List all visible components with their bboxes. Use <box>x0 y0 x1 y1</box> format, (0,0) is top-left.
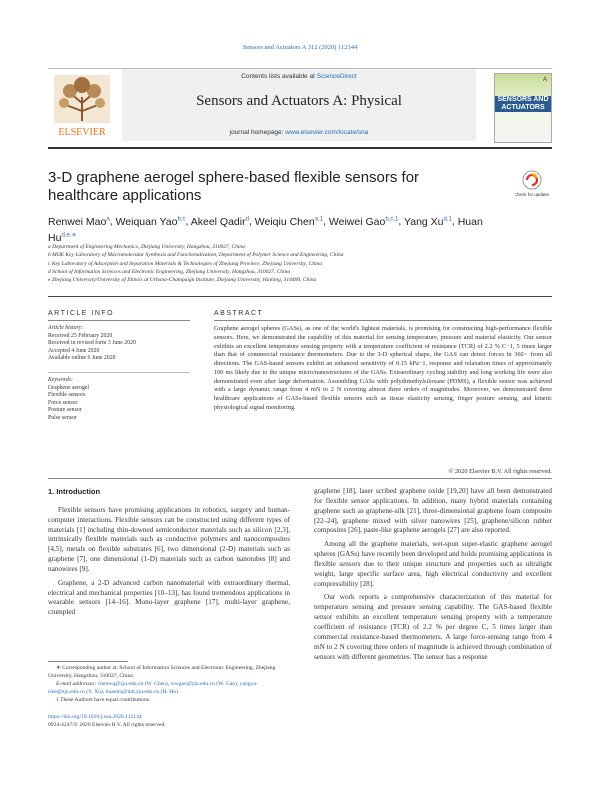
keyword: Posture sensor <box>48 407 82 414</box>
publisher-logo-text: ELSEVIER <box>58 127 106 138</box>
author-list: Renwei Mao$^a$, Weiquan Yao$^{b,c}$, Akeel Qadir$^d$, Weiqiu Chen$^{a,1}$, Weiwei Gao$^{b,c,1}$, Yang Xu$^{d,1}$, Huan $Hu^{d,e,∗}$ <box>48 215 483 244</box>
author[interactable]: Weiquan Yao$^{b,c}$ <box>115 215 186 228</box>
author[interactable]: Huan $Hu^{d,e,∗}$ <box>48 215 483 244</box>
check-updates-icon <box>515 168 549 202</box>
section-heading: 1. Introduction <box>48 487 101 496</box>
history-label: Article history: <box>48 325 84 331</box>
author[interactable]: Weiqiu Chen$^{a,1}$ <box>254 215 324 228</box>
body-left-column <box>48 487 290 618</box>
check-for-updates-badge[interactable] <box>515 168 549 202</box>
journal-title: Sensors and Actuators A: Physical <box>196 93 402 109</box>
affiliation: a Department of Engineering Mechanics, Zhejiang University, Hangzhou, 310027, China <box>48 244 245 250</box>
doi-block <box>48 713 166 729</box>
article-info-heading: ARTICLE INFO <box>48 310 115 317</box>
journal-homepage <box>122 129 476 136</box>
paragraph: Graphene, a 2-D advanced carbon nanomaterial with extraordinary thermal, electrical and mechanical properties [10–13], has found tremendous applications in wearable sensors [14–16]. Mono-layer graphene [17], multi-layer graphene, crumpled <box>48 578 290 617</box>
issn-line: 0924-4247/© 2020 Elsevier B.V. All rights reserved. <box>48 722 166 728</box>
keyword: Graphene aerogel <box>48 384 90 391</box>
author[interactable]: Yang Xu$^{d,1}$ <box>404 215 452 228</box>
abstract-text: Graphene aerogel spheres (GASs), as one of the world's lightest materials, is promising for constructing high-performance flexible sensors. Here, we demonstrated the capability of this material for sensing temperature, pressure and material elasticity. Our sensor exhibits an excellent temperature sensing property with a temperature coefficient of resistance (TCR) of 2.2 % C−1, 5 times larger than that of commercial resistance thermometers. Due to the 3-D spherical shape, the GAS can detect forces in 360◦ from all directions. The GAS-based sensors exhibit an enhanced sensitivity of 0.15 kPa−1, response and relaxation times of approximately 100 ms likely due to the unique micro/nanostructures of the GASs. Extraordinary cycling stability and long working life were also demonstrated even after large deformation. Assembling GASs with polydimethylsiloxane (PDMS), a flexible sensor was achieved with a large dynamic range from 4 mN to 2 N covering almost three orders of magnitudes. Moreover, we demonstrated three healthcare applications of GASs-based flexible sensors such as tissue elasticity sensing, finger posture sensing, and kinetic physiological signal monitoring. <box>214 325 552 411</box>
paragraph: Flexible sensors have promising applications in robotics, surgery and human-computer interactions. Flexible sensors can be constructed using different types of materials [1] including thin-downed semiconductor materials such as silicon [2,3], intrinsically flexible materials such as conductive polymers and nanocomposites [4,5], metals on flexible substrates [6], two dimensional (2-D) materials such as graphene [7], one dimensional (1-D) materials such as carbon nanotubes [8] and nanowires [9]. <box>48 505 290 573</box>
author[interactable]: Weiwei Gao$^{b,c,1}$ <box>328 215 399 228</box>
affiliation: c Key Laboratory of Adsorption and Separation Materials & Technologies of Zhejiang Province, Zhejiang University, China <box>48 260 323 267</box>
divider <box>48 478 552 479</box>
elsevier-tree-icon <box>48 73 116 139</box>
paragraph: Among all the graphene materials, wet-spun super-elastic graphene aerogel spheres (GASs) have recently been developed and holds promising applications in flexible sensors due to their unique structure and properties such as ultralight weight, large specific surface area, high electrical conductivity and excellent compressibility [28]. <box>314 540 552 588</box>
paragraph: graphene [18], laser scribed graphene oxide [19,20] have all been demonstrated for flexible sensor applications. In addition, many hybrid materials containing graphene such as graphene-silk [21], three-dimensional graphene foam composite [22–24], graphene mixed with silver nanowires [25], graphene/silicon rubber composites [26], paste-like graphene aerogels [27] are also reported. <box>314 487 552 535</box>
article-history <box>48 325 190 363</box>
corresponding-author-note: ∗ Corresponding author at: School of Information Sciences and Electronic Engineering, Zhejiang University, Hangzhou, 310027, China. <box>48 665 276 679</box>
history-item: Accepted 4 June 2020 <box>48 347 100 354</box>
keywords-label: Keywords: <box>48 377 73 383</box>
contents-prefix: Contents lists available at <box>241 73 317 80</box>
email-links[interactable]: chenwq@zju.edu.cn (W. Chen), wwgao@zju.edu.cn (W. Gao), yangxu-isee@zju.edu.cn (Y. Xu), huanhu@intl.zju.edu.cn (H. Hu). <box>48 681 259 695</box>
sciencedirect-link[interactable]: ScienceDirect <box>316 73 357 80</box>
divider <box>48 661 128 662</box>
author[interactable]: Renwei Mao$^a$ <box>48 215 110 228</box>
keywords <box>48 377 190 423</box>
journal-cover-thumbnail[interactable] <box>494 73 552 143</box>
history-item: Received in revised form 3 June 2020 <box>48 340 136 347</box>
doi-link[interactable]: https://doi.org/10.1016/j.sna.2020.112144 <box>48 714 142 720</box>
paragraph: Our work reports a comprehensive characterization of this material for temperature sensing and pressure sensing capability. The GAS-based flexible sensor exhibits an excellent temperature sensing property with a temperature coefficient of resistance (TCR) of 2.2 % per degree C, 5 times larger than commercial resistance-based thermometers. A large force-sensing range from 4 mN to 2 N covering three orders of magnitude is achieved through combination of sensors with different geometries. The sensor has a response <box>314 593 552 661</box>
keyword: Pulse sensor <box>48 414 77 421</box>
affiliation: e Zhejiang University/University of Illinois at Urbana-Champaign Institute, Zhejiang University, Haining, 314400, China <box>48 277 317 284</box>
divider <box>214 320 552 321</box>
copyright: © 2020 Elsevier B.V. All rights reserved. <box>448 468 552 475</box>
homepage-link[interactable]: www.elsevier.com/locate/sna <box>285 129 369 136</box>
affiliation: b MOE Key Laboratory of Macromolecular Synthesis and Functionalization, Department of Polymer Science and Engineering, China <box>48 252 344 259</box>
history-item: Available online 6 June 2020 <box>48 355 116 362</box>
footnotes <box>48 664 292 704</box>
check-updates-label: Check for updates <box>515 192 549 197</box>
contents-line <box>122 73 476 80</box>
journal-header <box>48 68 552 149</box>
article-title: 3-D graphene aerogel sphere-based flexible sensors for healthcare applications <box>48 169 420 204</box>
email-note <box>48 680 292 696</box>
divider <box>48 296 552 297</box>
keyword: Flexible sensors <box>48 392 86 399</box>
homepage-prefix: journal homepage: <box>229 129 286 136</box>
divider <box>48 320 190 321</box>
body-right-column <box>314 487 552 662</box>
equal-contribution-note: 1 These Authors have equal contributions. <box>56 697 151 703</box>
affiliation: d School of Information Sciences and Electronic Engineering, Zhejiang University, Hangzhou, 310027, China <box>48 268 291 275</box>
keyword: Force sensor <box>48 399 78 406</box>
abstract-heading: ABSTRACT <box>214 310 264 317</box>
author[interactable]: Akeel Qadir$^d$ <box>190 215 249 228</box>
cover-title: SENSORS AND ACTUATORS <box>495 96 551 112</box>
affiliation-list <box>48 243 552 284</box>
email-label: E-mail addresses: <box>56 681 98 687</box>
cover-letter: A <box>542 77 547 83</box>
elsevier-logo <box>48 73 116 139</box>
history-item: Received 25 February 2020 <box>48 332 113 339</box>
divider <box>48 372 190 373</box>
journal-citation-link[interactable]: Sensors and Actuators A 312 (2020) 112144 <box>242 44 358 51</box>
